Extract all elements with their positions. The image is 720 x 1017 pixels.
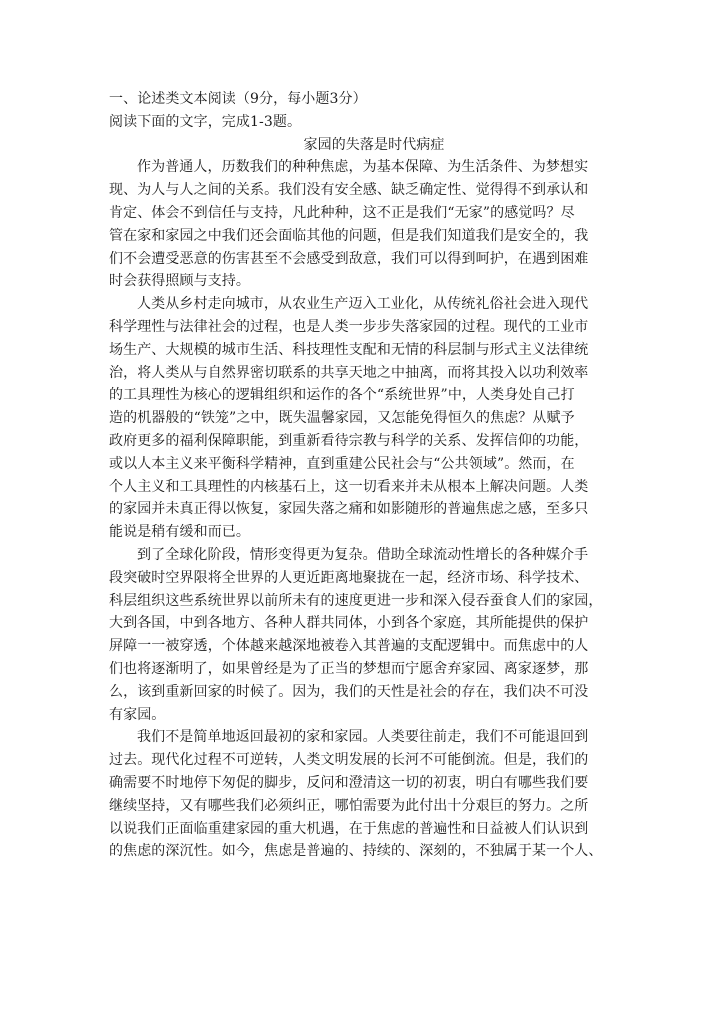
text-line: 过去。现代化过程不可逆转，人类文明发展的长河不可能倒流。但是，我们的 (109, 752, 589, 769)
section-heading: 一、论述类文本阅读（9分，每小题3分） (109, 91, 367, 107)
text-line: 时会获得照顾与支持。 (109, 273, 250, 290)
text-line: 造的机器般的“铁笼”之中，既失温馨家园，又怎能免得恒久的焦虑？从赋予 (109, 410, 575, 427)
text-line: 屏障一一被穿透，个体越来越深地被卷入其普遍的支配逻辑中。而焦虑中的人 (109, 638, 589, 655)
text-line: 到了全球化阶段，情形变得更为复杂。借助全球流动性增长的各种媒介手 (137, 546, 589, 563)
text-line: 治，将人类从与自然界密切联系的共享天地之中抽离，而将其投入以功利效率 (109, 364, 589, 381)
text-line: 场生产、大规模的城市生活、科技理性支配和无情的科层制与形式主义法律统 (109, 341, 589, 358)
text-line: 们不会遭受恶意的伤害甚至不会感受到敌意，我们可以得到呵护，在遇到困难 (109, 250, 589, 267)
text-line: 现、为人与人之间的关系。我们没有安全感、缺乏确定性、觉得得不到承认和 (109, 182, 589, 199)
paragraph-3 (109, 544, 629, 726)
text-line: 大到各国，中到各地方、各种人群共同体，小到各个家庭，其所能提供的保护 (109, 615, 589, 632)
text-line: 么，该到重新回家的时候了。因为，我们的天性是社会的存在，我们决不可没 (109, 683, 589, 700)
text-line: 科学理性与法律社会的过程，也是人类一步步失落家园的过程。现代的工业市 (109, 318, 589, 335)
reading-instruction: 阅读下面的文字，完成1-3题。 (109, 113, 302, 130)
document-body (109, 88, 629, 863)
text-line: 作为普通人，历数我们的种种焦虑，为基本保障、为生活条件、为梦想实 (137, 159, 589, 176)
text-line: 有家园。 (109, 706, 166, 723)
text-line: 我们不是简单地返回最初的家和家园。人类要往前走，我们不可能退回到 (137, 729, 589, 746)
text-line: 继续坚持，又有哪些我们必须纠正，哪怕需要为此付出十分艰巨的努力。之所 (109, 797, 589, 814)
text-line: 确需要不时地停下匆促的脚步，反问和澄清这一切的初衷，明白有哪些我们要 (109, 774, 589, 791)
paragraph-1 (109, 156, 629, 293)
text-line: 或以人本主义来平衡科学精神，直到重建公民社会与“公共领域”。然而，在 (109, 455, 575, 472)
text-line: 段突破时空界限将全世界的人更近距离地聚拢在一起，经济市场、科学技术、 (109, 569, 589, 586)
text-line: 个人主义和工具理性的内核基石上，这一切看来并未从根本上解决问题。人类 (109, 478, 589, 495)
text-line: 科层组织这些系统世界以前所未有的速度更进一步和深入侵吞蚕食人们的家园， (109, 592, 603, 609)
paragraph-4 (109, 726, 629, 863)
text-line: 的家园并未真正得以恢复，家园失落之痛和如影随形的普遍焦虑之感，至多只 (109, 501, 589, 518)
text-line: 能说是稍有缓和而已。 (109, 524, 250, 541)
paragraph-2 (109, 293, 629, 544)
text-line: 肯定、体会不到信任与支持，凡此种种，这不正是我们“无家”的感觉吗？尽 (109, 204, 575, 221)
text-line: 的焦虑的深沉性。如今，焦虑是普遍的、持续的、深刻的，不独属于某一个人、 (109, 843, 603, 860)
text-line: 的工具理性为核心的逻辑组织和运作的各个“系统世界”中，人类身处自己打 (109, 387, 575, 404)
text-line: 管在家和家园之中我们还会面临其他的问题，但是我们知道我们是安全的，我 (109, 227, 589, 244)
text-line: 政府更多的福利保障职能，到重新看待宗教与科学的关系、发挥信仰的功能， (109, 432, 589, 449)
text-line: 以说我们正面临重建家园的重大机遇，在于焦虑的普遍性和日益被人们认识到 (109, 820, 589, 837)
text-line: 们也将逐渐明了，如果曾经是为了正当的梦想而宁愿舍弃家园、离家逐梦，那 (109, 660, 589, 677)
article-title: 家园的失落是时代病症 (303, 136, 445, 153)
text-line: 人类从乡村走向城市，从农业生产迈入工业化，从传统礼俗社会进入现代 (137, 296, 589, 313)
